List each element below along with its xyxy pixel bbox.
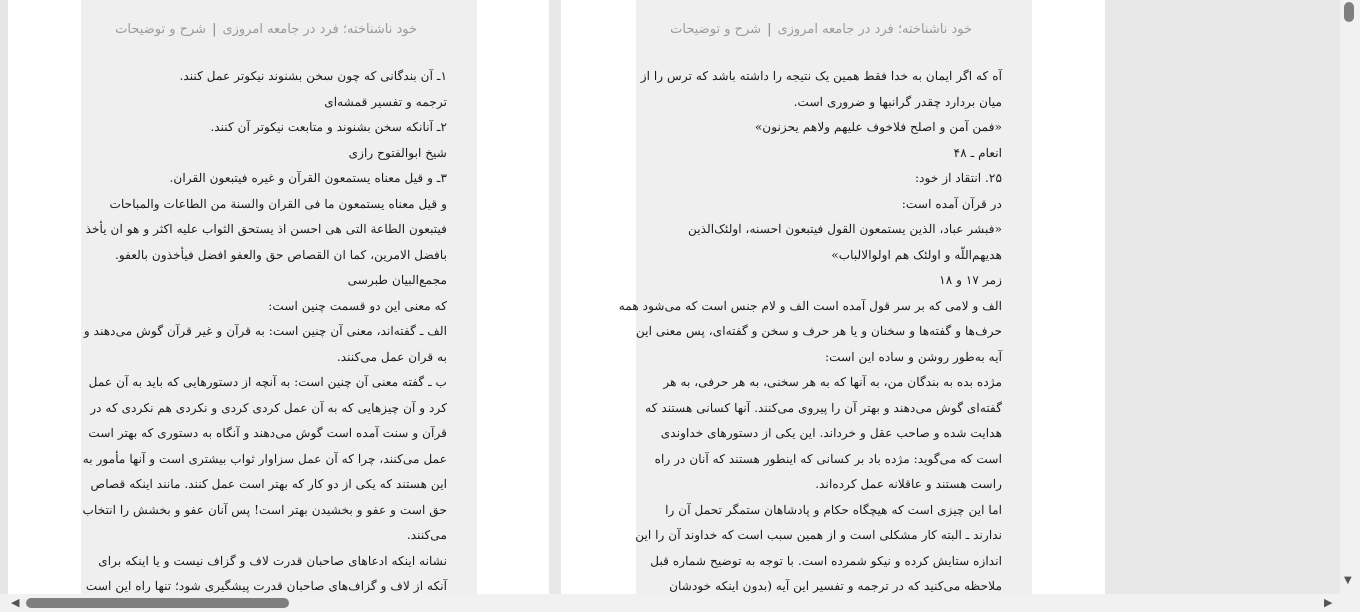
text-line: این هستند که یکی از دو کار که بهتر است عمل کنند. مانند اینکه قصاص: [90, 477, 447, 491]
page-body: [82, 64, 447, 600]
scroll-right-arrow-icon[interactable]: ▶: [1324, 596, 1333, 609]
text-line: حق است و عفو و بخشیدن بهتر است! پس آنان عفو و بخشش را انتخاب: [82, 502, 447, 517]
text-line: آنکه از لاف و گزاف‌های صاحبان قدرت پیشگیری شود؛ تنها راه این است: [85, 579, 447, 593]
running-header: [670, 22, 972, 37]
running-header-separator: |: [212, 22, 217, 37]
text-line: «فبشر عباد، الذین یستمعون القول فیتبعون احسنه، اولئک‌الذین: [687, 222, 1002, 236]
text-line: ۳ـ و قیل معناه یستمعون القرآن و غیره فیتبعون القران.: [169, 171, 447, 185]
text-line: هدیهم‌اللّه و اولئک هم اولوالالباب»: [831, 247, 1002, 262]
text-line: مژده بده به بندگان من، به آنها که به هر سخنی، به هر حرفی، به هر: [663, 375, 1002, 389]
running-header-section: شرح و توضیحات: [670, 22, 762, 37]
text-line: ترجمه و تفسیر قمشه‌ای: [324, 94, 447, 109]
text-line: الف ـ گفته‌اند، معنی آن چنین است: به قرآن و غیر قرآن گوش می‌دهند و: [83, 324, 447, 338]
horizontal-scroll-thumb[interactable]: [26, 598, 289, 608]
text-line: کرد و آن چیزهایی که به آن عمل کردی کردی و نکردی هم نکردی که در: [90, 400, 447, 415]
text-line: است که می‌گوید: مژده باد بر کسانی که اینطور هستند که آنان در راه: [654, 451, 1002, 466]
text-line: گفته‌ای گوش می‌دهند و بهتر آن را پیروی می‌کنند. آنها کسانی هستند که: [645, 400, 1002, 415]
text-line: به قران عمل می‌کنند.: [336, 349, 447, 364]
text-line: عمل می‌کنند، چرا که آن عمل سزاوار ثواب بیشتری است و آنها مأمور به: [82, 451, 447, 466]
text-line: نشانه اینکه ادعاهای صاحبان قدرت لاف و گزاف نیست و یا اینکه برای: [98, 553, 447, 568]
scroll-left-arrow-icon[interactable]: ◀: [11, 596, 20, 609]
page-left: [81, 0, 477, 594]
text-line: قرآن و سنت آمده است گوش می‌دهند و آنگاه به دستوری که بهتر است: [88, 426, 447, 440]
text-line: راست هستند و عاقلانه عمل کرده‌اند.: [815, 477, 1002, 491]
running-header-section: شرح و توضیحات: [115, 22, 207, 37]
running-header: [115, 22, 417, 37]
vertical-scroll-thumb[interactable]: [1344, 2, 1354, 22]
vertical-scrollbar[interactable]: [1340, 0, 1360, 594]
text-line: که معنی این دو قسمت چنین است:: [268, 298, 447, 313]
text-line: ب ـ گفته معنی آن چنین است: به آنچه از دستورهایی که باید به آن عمل: [88, 375, 447, 389]
text-line: «فمن آمن و اصلح فلاخوف علیهم ولاهم یحزنون»: [754, 120, 1002, 134]
text-line: هدایت شده و صاحب عقل و خرداند. این یکی از دستورهای خداوندی: [660, 426, 1002, 440]
horizontal-scrollbar[interactable]: [0, 594, 1340, 612]
text-line: مجمع‌البیان طبرسی: [347, 273, 447, 287]
document-viewer[interactable]: [8, 0, 1340, 594]
text-line: ندارند ـ البته کار مشکلی است و از همین سبب است که خداوند آن را این: [635, 528, 1002, 542]
page-sheet-left: [8, 0, 549, 594]
page-right: [618, 0, 1032, 594]
text-line: انعام ـ ۴۸: [953, 145, 1002, 160]
text-line: ۲ـ آنانکه سخن بشنوند و متابعت نیکوتر آن کنند.: [210, 120, 447, 134]
text-line: می‌کنند.: [406, 528, 447, 542]
text-line: آیه به‌طور روشن و ساده این است:: [825, 349, 1002, 364]
text-line: ۲۵. انتقاد از خود:: [915, 171, 1002, 185]
text-line: فیتبعون الطاعة التی هی احسن اذ یستحق الثواب علیه اکثر و هو ان یأخذ: [85, 222, 447, 236]
text-line: در قرآن آمده است:: [901, 196, 1002, 211]
text-line: حرف‌ها و گفته‌ها و سخنان و یا هر حرف و سخن و گفته‌ای، پس معنی این: [635, 324, 1002, 338]
page-sheet-right: [561, 0, 1105, 594]
running-header-title: خود ناشناخته؛ فرد در جامعه امروزی: [777, 22, 972, 37]
text-line: اما این چیزی است که هیچگاه حکام و پادشاهان ستمگر تحمل آن را: [665, 502, 1002, 517]
scrollbar-corner: [1340, 594, 1360, 612]
running-header-separator: |: [767, 22, 772, 37]
text-line: آه که اگر ایمان به خدا فقط همین یک نتیجه را داشته باشد که ترس را از: [640, 69, 1002, 83]
page-body: [618, 64, 1002, 600]
text-line: ملاحظه می‌کنید که در ترجمه و تفسیر این آیه (بدون اینکه خودشان: [669, 579, 1002, 593]
scroll-down-arrow-icon[interactable]: ▼: [1344, 575, 1352, 586]
text-line: اندازه ستایش کرده و نیکو شمرده است. با توجه به توضیح شماره قبل: [650, 553, 1002, 568]
text-line: الف و لامی که بر سر قول آمده است الف و لام جنس است که می‌شود همه: [618, 298, 1002, 313]
text-line: بافضل الامرین، کما ان القصاص حق والعفو افضل فیأخذون بالعفو.: [114, 247, 447, 262]
text-line: شیخ ابوالفتوح رازی: [348, 145, 447, 160]
text-line: میان بردارد چقدر گرانبها و ضروری است.: [793, 94, 1002, 109]
text-line: و قیل معناه یستمعون ما فی القران والسنة من الطاعات والمباحات: [109, 196, 447, 211]
text-line: ۱ـ آن بندگانی که چون سخن بشنوند نیکوتر عمل کنند.: [179, 69, 447, 83]
running-header-title: خود ناشناخته؛ فرد در جامعه امروزی: [222, 22, 417, 37]
text-line: زمر ۱۷ و ۱۸: [939, 273, 1002, 287]
